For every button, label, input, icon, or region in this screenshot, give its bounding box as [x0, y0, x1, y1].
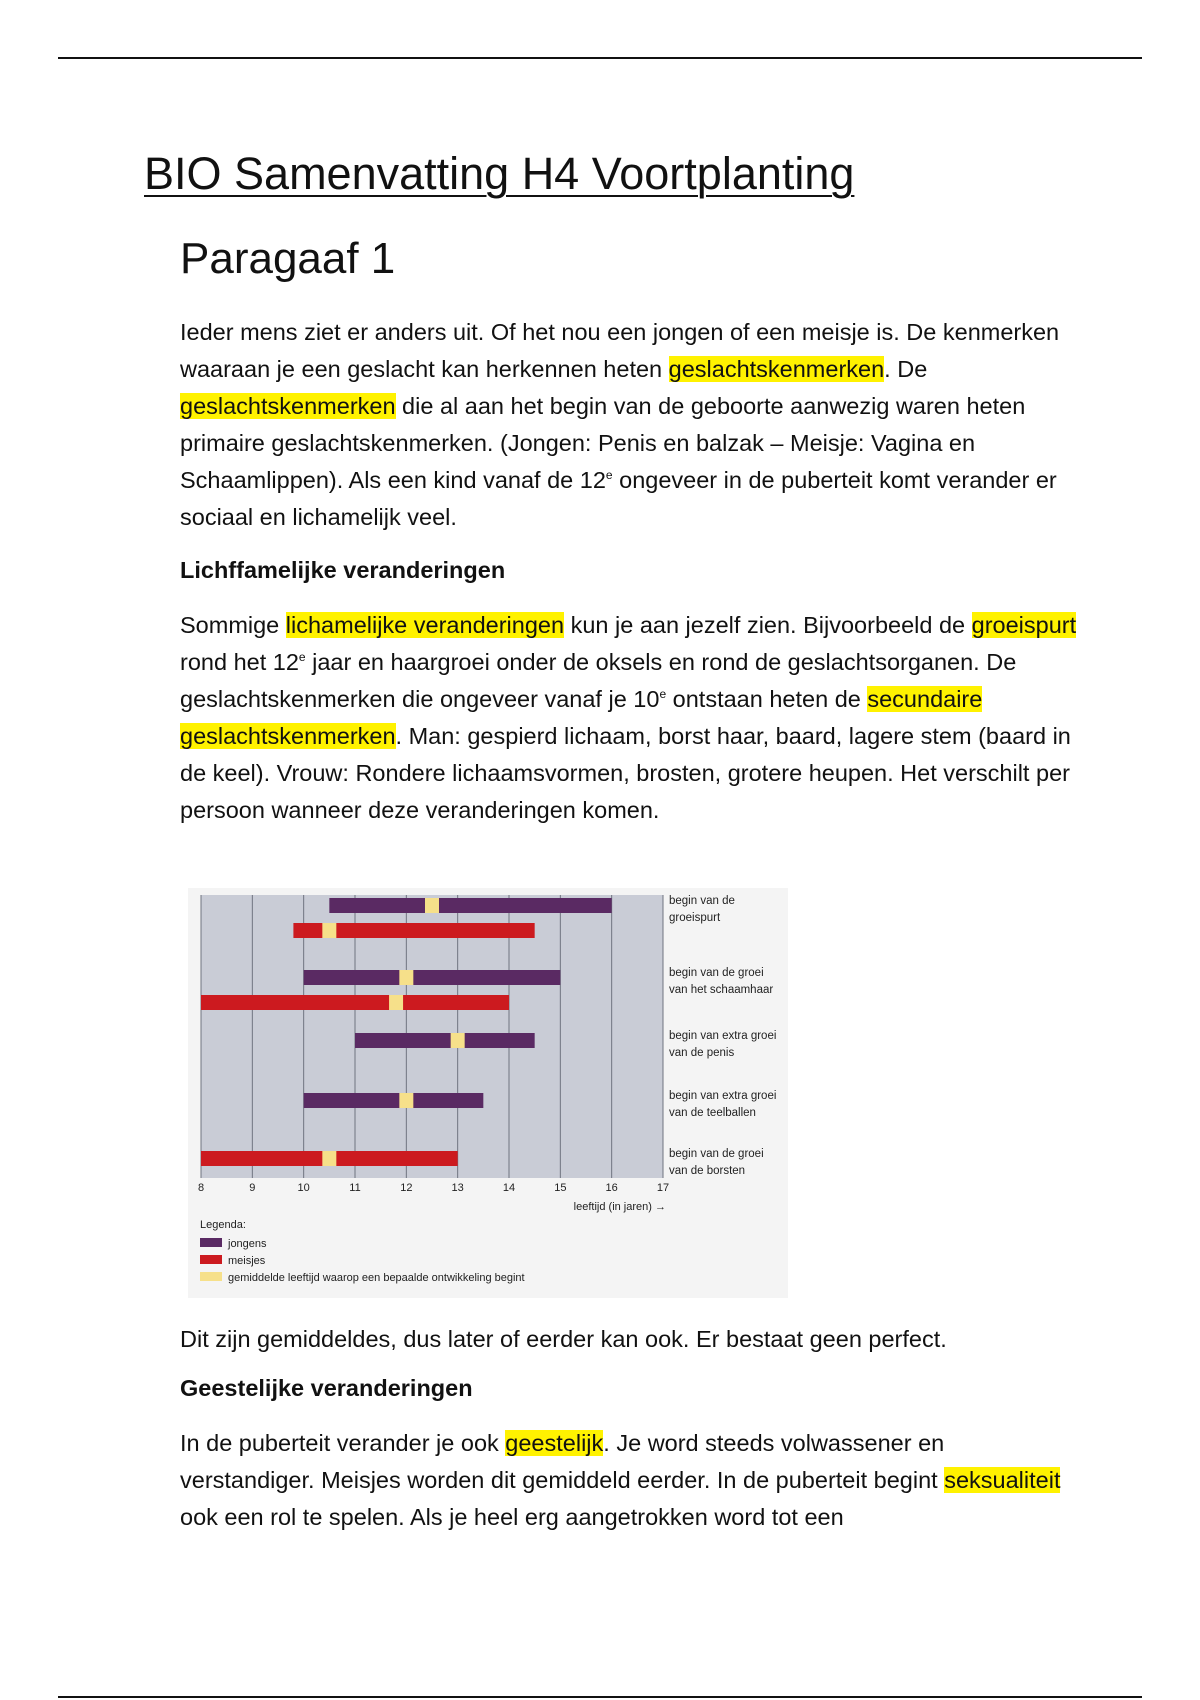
x-tick-label: 11 — [349, 1182, 361, 1194]
superscript: e — [659, 687, 667, 701]
paragraph-lichamelijk — [180, 607, 1080, 829]
superscript: e — [605, 468, 613, 482]
puberty-range-chart — [188, 888, 788, 1298]
heading-geestelijke-veranderingen: Geestelijke veranderingen — [180, 1375, 473, 1401]
x-tick-label: 10 — [297, 1182, 310, 1194]
highlight-groeispurt: groeispurt — [971, 612, 1077, 638]
legend-swatch-jongens — [200, 1238, 222, 1247]
mean-marker — [399, 970, 413, 985]
x-tick-label: 17 — [656, 1182, 670, 1194]
text-run: . Je word steeds volwassener en verstandiger. Meisjes worden dit gemiddeld eerder. In de puberteit begint — [180, 1430, 945, 1493]
puberty-chart-figure — [188, 888, 788, 1298]
highlight-geslachtskenmerken: geslachtskenmerken — [668, 356, 885, 382]
group-label: van het schaamhaar — [669, 984, 774, 996]
highlight-geslachtskenmerken-2: geslachtskenmerken — [180, 393, 396, 419]
range-bar-meisjes — [201, 995, 509, 1010]
heading-lichamelijke-veranderingen: Lichffamelijke veranderingen — [180, 557, 506, 583]
x-tick-label: 15 — [554, 1182, 567, 1194]
bottom-rule — [58, 1696, 1142, 1698]
top-rule — [58, 57, 1142, 59]
legend-swatch-meisjes — [200, 1255, 222, 1264]
paragraph-geestelijk — [180, 1425, 1080, 1536]
text-run: jaar en haargroei onder de oksels en rond de geslachtsorganen. De geslachtskenmerken die ongeveer vanaf je 10 — [180, 649, 1017, 712]
group-label: van de penis — [669, 1047, 735, 1059]
group-label: begin van extra groei — [669, 1090, 777, 1102]
text-run: ontstaan heten de — [666, 686, 868, 712]
text-run: rond het 12 — [180, 649, 299, 675]
text-run: die al aan het begin van de geboorte aanwezig waren heten primaire geslachtskenmerken. (Jongen: Penis en balzak – Meisje: Vagina en Schaamlippen). Als een kind vanaf de 12 — [180, 393, 1026, 493]
highlight-secundaire-geslachtskenmerken: secundaire geslachtskenmerken — [180, 686, 983, 749]
legend-label-mean: gemiddelde leeftijd waarop een bepaalde ontwikkeling begint — [228, 1272, 525, 1284]
legend-label-jongens: jongens — [228, 1238, 267, 1250]
superscript: e — [298, 650, 306, 664]
group-label: van de teelballen — [669, 1107, 756, 1119]
x-tick-label: 14 — [502, 1182, 516, 1194]
range-bar-jongens — [304, 1093, 484, 1108]
document-title: BIO Samenvatting H4 Voortplanting — [144, 148, 855, 199]
range-bar-jongens — [355, 1033, 535, 1048]
group-label: groeispurt — [669, 912, 721, 924]
x-axis-label: leeftijd (in jaren) → — [573, 1201, 666, 1213]
text-run: Sommige — [180, 612, 286, 638]
mean-marker — [451, 1033, 465, 1048]
group-label: van de borsten — [669, 1165, 746, 1177]
x-tick-label: 8 — [197, 1182, 205, 1194]
legend-swatch-mean — [200, 1272, 222, 1281]
text-run: ongeveer in de puberteit komt verander er sociaal en lichamelijk veel. — [180, 467, 1057, 530]
mean-marker — [389, 995, 403, 1010]
group-label: begin van de groei — [669, 967, 764, 979]
legend-title: Legenda: — [200, 1219, 246, 1231]
text-run: ook een rol te spelen. Als je heel erg aangetrokken word tot een — [180, 1504, 844, 1530]
text-run: . De — [884, 356, 928, 382]
range-bar-jongens — [329, 898, 611, 913]
highlight-lichamelijke-veranderingen: lichamelijke veranderingen — [285, 612, 565, 638]
mean-marker — [399, 1093, 413, 1108]
x-tick-label: 12 — [400, 1182, 413, 1194]
group-label: begin van de groei — [669, 1148, 764, 1160]
mean-marker — [322, 1151, 336, 1166]
legend-label-meisjes: meisjes — [228, 1255, 266, 1267]
text-run: kun je aan jezelf zien. Bijvoorbeeld de — [564, 612, 972, 638]
group-label: begin van de — [669, 895, 735, 907]
section-heading: Paragaaf 1 — [180, 234, 396, 283]
text-run: Ieder mens ziet er anders uit. Of het nou een jongen of een meisje is. De kenmerken waaraan je een geslacht kan herkennen heten — [180, 319, 1060, 382]
x-tick-label: 9 — [249, 1182, 256, 1194]
text-run: In de puberteit verander je ook — [180, 1430, 506, 1456]
highlight-geestelijk: geestelijk — [505, 1430, 604, 1456]
group-label: begin van extra groei — [669, 1030, 777, 1042]
highlight-seksualiteit: seksualiteit — [944, 1467, 1061, 1493]
range-bar-jongens — [304, 970, 561, 985]
mean-marker — [425, 898, 439, 913]
paragraph-intro — [180, 314, 1080, 536]
paragraph-gemiddeldes: Dit zijn gemiddeldes, dus later of eerder kan ook. Er bestaat geen perfect. — [180, 1326, 947, 1352]
text-run: . Man: gespierd lichaam, borst haar, baard, lagere stem (baard in de keel). Vrouw: Rondere lichaamsvormen, brosten, grotere heupen. Het verschilt per persoon wanneer deze veranderingen komen. — [180, 723, 1071, 823]
x-tick-label: 16 — [605, 1182, 618, 1194]
mean-marker — [322, 923, 336, 938]
x-tick-label: 13 — [451, 1182, 464, 1194]
